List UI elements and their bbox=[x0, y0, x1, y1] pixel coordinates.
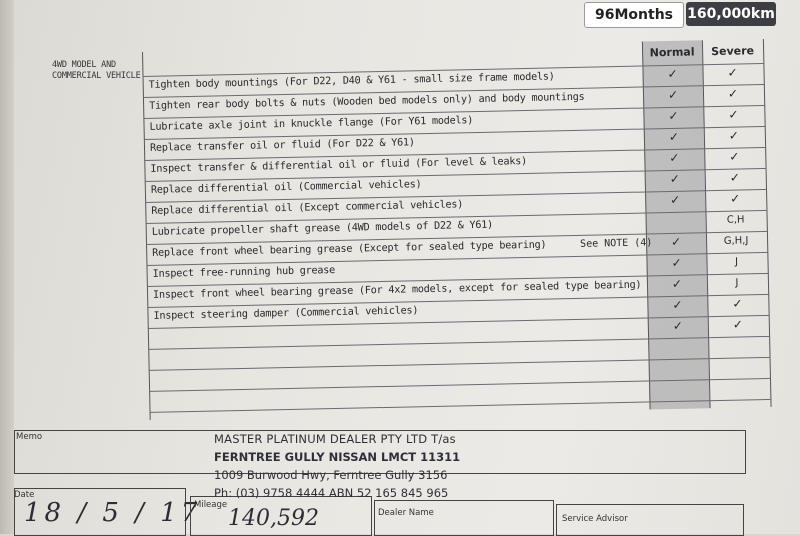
mileage-label: Mileage bbox=[194, 500, 228, 510]
normal-column-header: Normal bbox=[649, 45, 695, 60]
normal-cell: ✓ bbox=[671, 255, 682, 270]
task-text: Lubricate axle joint in knuckle flange (For Y61 models) bbox=[149, 115, 474, 133]
dealer-name-label: Dealer Name bbox=[378, 508, 434, 518]
severe-cell: ✓ bbox=[728, 128, 740, 143]
normal-cell: ✓ bbox=[668, 129, 680, 144]
severe-cell: ✓ bbox=[729, 170, 740, 185]
normal-cell: ✓ bbox=[672, 297, 683, 312]
severe-cell: ✓ bbox=[729, 149, 740, 164]
normal-cell: ✓ bbox=[670, 192, 681, 207]
task-text: Inspect front wheel bearing grease (For 4x2 models, except for sealed type bearing) bbox=[152, 279, 642, 301]
severe-cell: G,H,J bbox=[723, 235, 749, 247]
severe-cell: ✓ bbox=[732, 296, 743, 311]
normal-cell: ✓ bbox=[672, 318, 684, 333]
task-text: Replace differential oil (Except commercial vehicles) bbox=[151, 199, 464, 217]
dealer-stamp bbox=[214, 430, 460, 502]
task-text: Replace differential oil (Commercial vehicles) bbox=[150, 179, 422, 196]
severe-cell: ✓ bbox=[732, 317, 744, 332]
memo-label: Memo bbox=[16, 432, 43, 442]
severe-column-header: Severe bbox=[711, 44, 755, 59]
task-text: Lubricate propeller shaft grease (4WD models of D22 & Y61) bbox=[151, 219, 494, 238]
dealer-name-box bbox=[374, 500, 554, 536]
service-record-page bbox=[14, 0, 800, 534]
task-text: Replace transfer oil or fluid (For D22 & Y61) bbox=[149, 137, 415, 154]
severe-cell: C,H bbox=[726, 214, 745, 226]
severe-cell: ✓ bbox=[727, 65, 738, 80]
normal-cell bbox=[646, 213, 706, 214]
severe-cell: J bbox=[734, 256, 739, 268]
task-text: Replace front wheel bearing grease (Except for sealed type bearing) bbox=[152, 239, 547, 259]
normal-cell: ✓ bbox=[668, 108, 679, 123]
maintenance-table bbox=[142, 39, 772, 420]
service-advisor-label: Service Advisor bbox=[562, 514, 628, 524]
section-label bbox=[52, 60, 141, 82]
task-text: Inspect transfer & differential oil or fluid (For level & leaks) bbox=[150, 155, 528, 175]
task-text: Inspect free-running hub grease bbox=[152, 265, 336, 280]
note-reference: See NOTE (4) bbox=[580, 237, 653, 250]
task-text: Tighten rear body bolts & nuts (Wooden bed models only) and body mountings bbox=[149, 91, 585, 112]
date-handwritten: 18 / 5 / 17 bbox=[24, 498, 202, 528]
normal-cell: ✓ bbox=[670, 234, 682, 249]
date-label: Date bbox=[14, 490, 35, 500]
stamp-line: MASTER PLATINUM DEALER PTY LTD T/as bbox=[214, 432, 456, 446]
normal-cell: ✓ bbox=[669, 171, 680, 186]
severe-cell: ✓ bbox=[727, 86, 739, 101]
interval-months-badge: 96Months bbox=[584, 2, 684, 28]
stamp-line: Ph: (03) 9758 4444 ABN 52 165 845 965 bbox=[214, 486, 449, 500]
interval-distance-badge: 160,000km bbox=[686, 2, 776, 26]
task-text: Inspect steering damper (Commercial vehicles) bbox=[153, 305, 419, 322]
section-label-line: COMMERCIAL VEHICLE bbox=[52, 71, 141, 81]
mileage-handwritten: 140,592 bbox=[228, 506, 319, 531]
stamp-line: 1009 Burwood Hwy, Ferntree Gully 3156 bbox=[214, 468, 448, 482]
normal-cell: ✓ bbox=[667, 66, 678, 81]
task-text: Tighten body mountings (For D22, D40 & Y61 - small size frame models) bbox=[148, 71, 555, 91]
normal-cell: ✓ bbox=[667, 87, 679, 102]
stamp-line: FERNTREE GULLY NISSAN LMCT 11311 bbox=[214, 450, 461, 464]
normal-cell: ✓ bbox=[671, 276, 683, 291]
normal-cell: ✓ bbox=[669, 150, 680, 165]
severe-cell: ✓ bbox=[730, 191, 741, 206]
severe-cell: J bbox=[735, 277, 739, 289]
section-label-line: 4WD MODEL AND bbox=[52, 60, 116, 70]
severe-cell: ✓ bbox=[728, 107, 739, 122]
